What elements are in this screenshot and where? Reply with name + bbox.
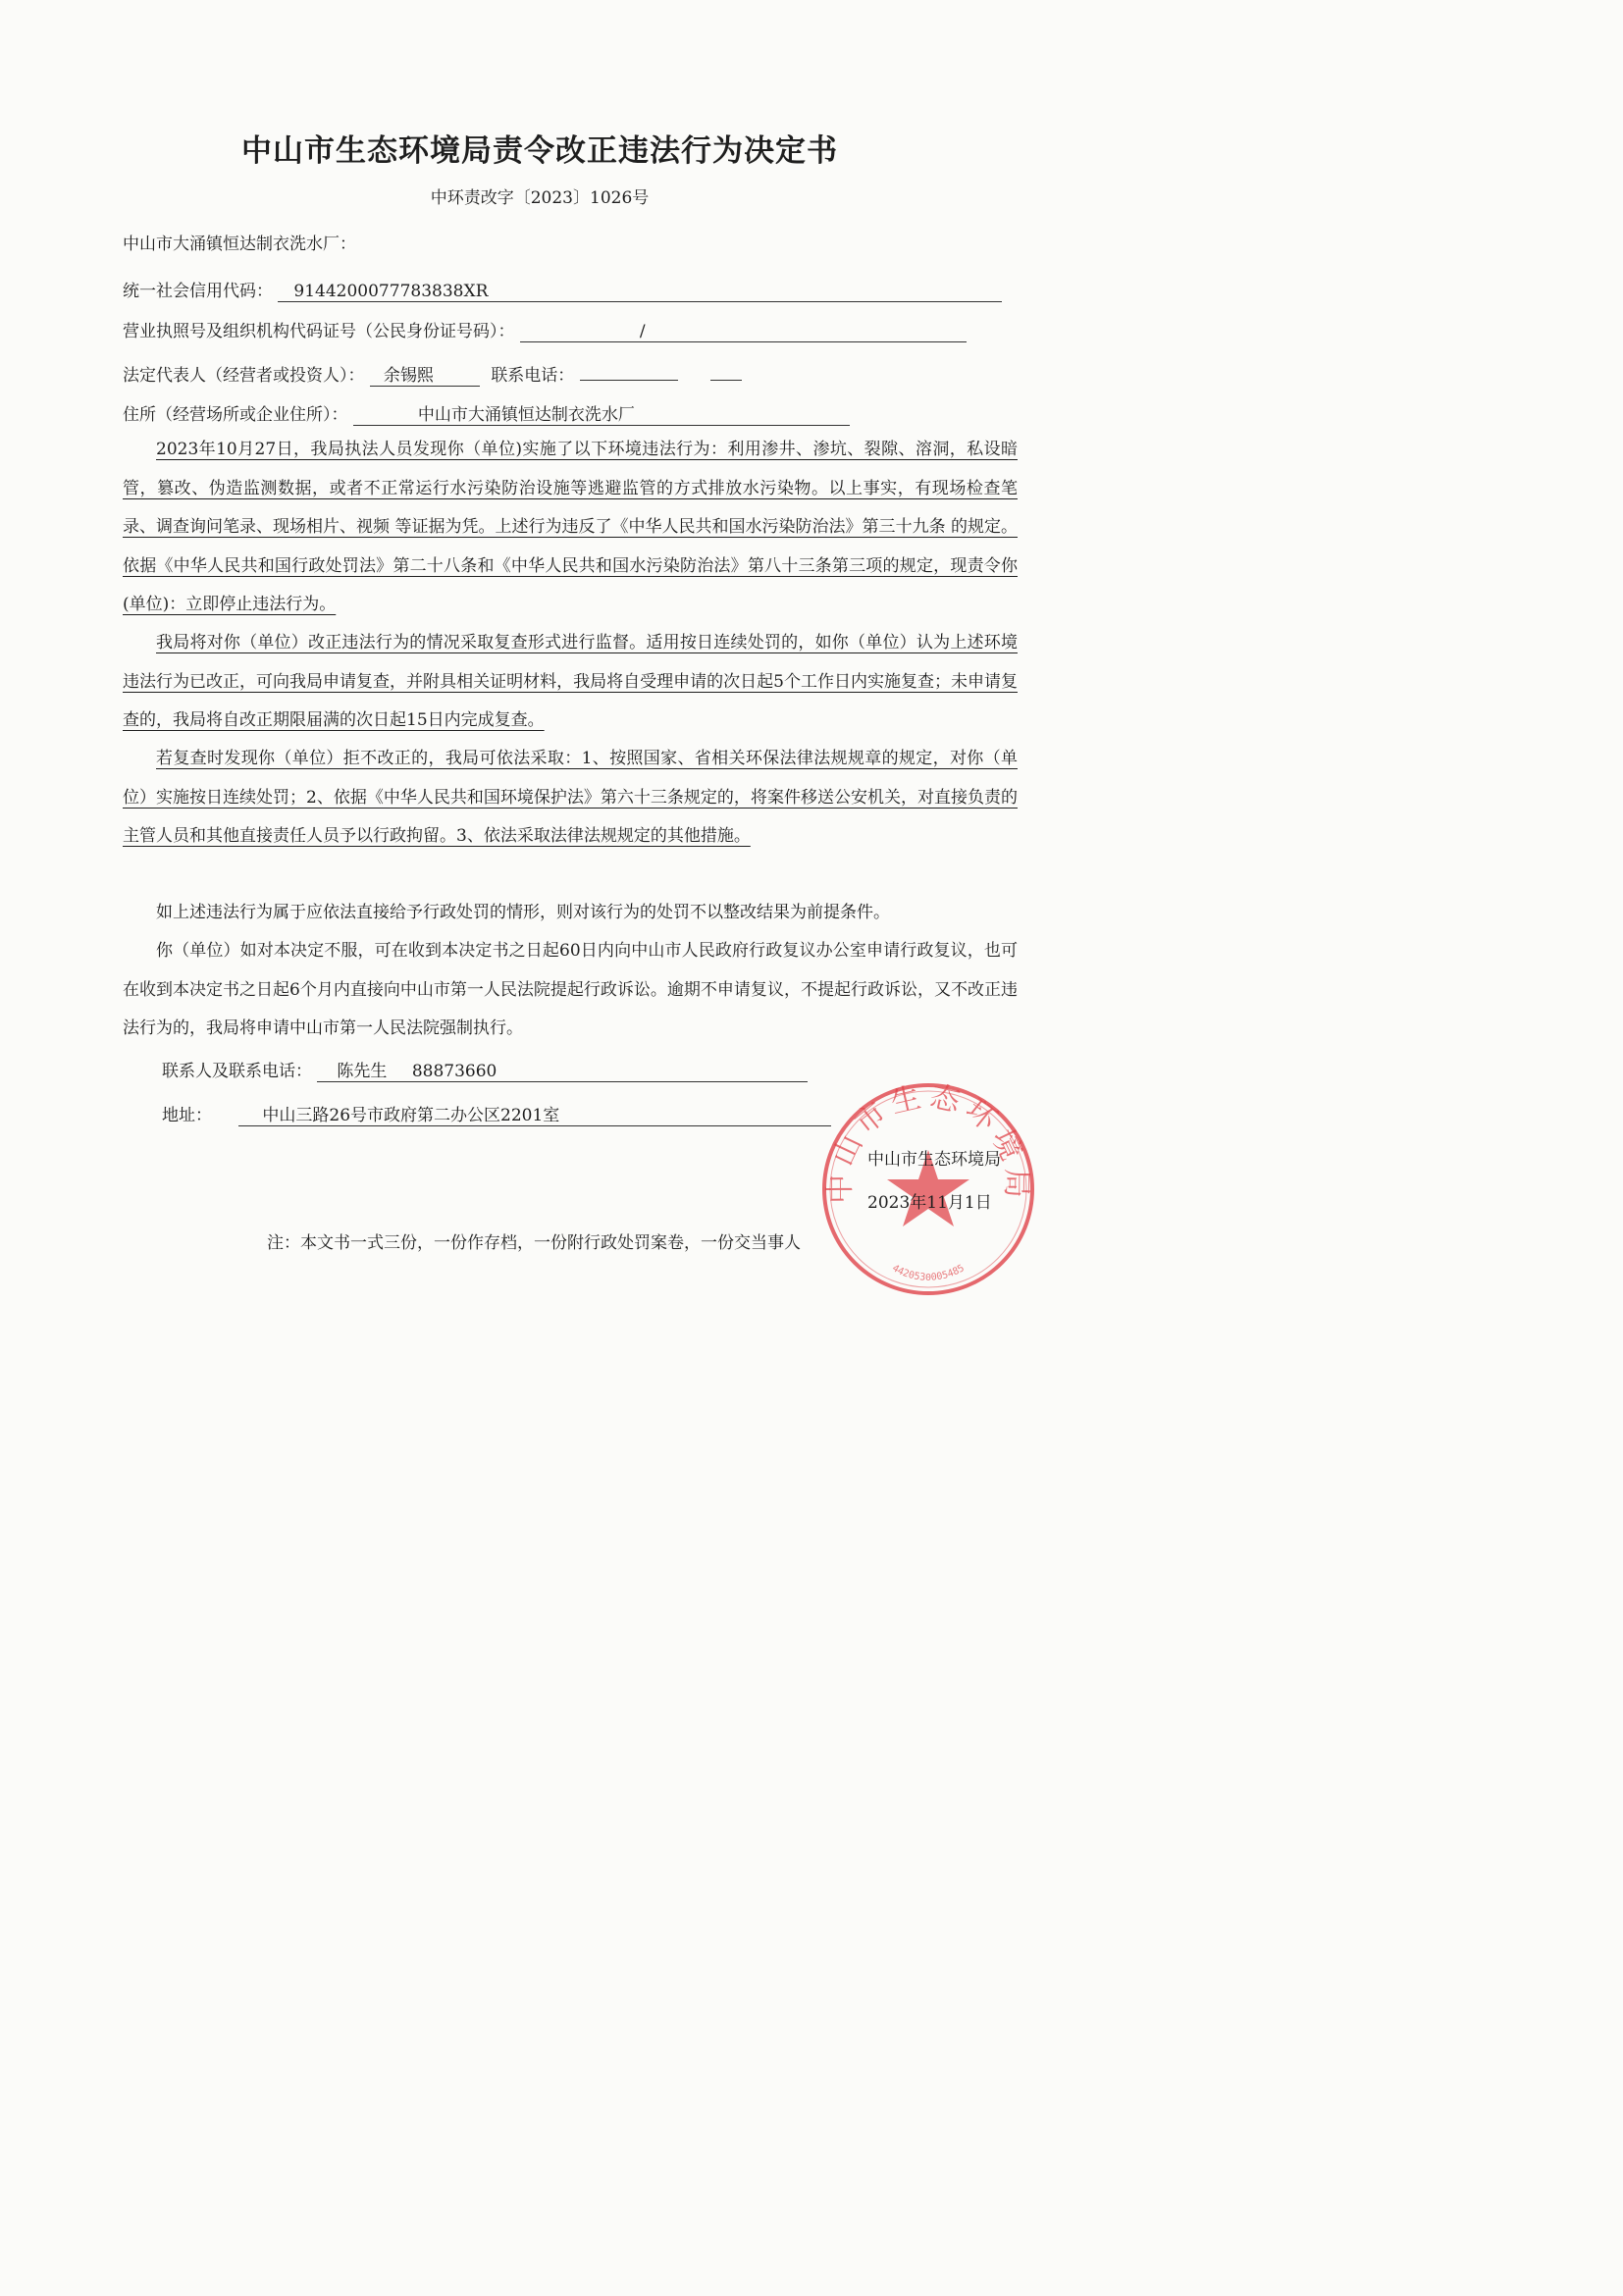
legal-rep-row xyxy=(123,361,742,387)
license-value: / xyxy=(520,322,967,342)
credit-code-label: 统一社会信用代码： xyxy=(123,282,273,301)
credit-code-value: 9144200077783838XR xyxy=(278,282,1002,302)
license-row xyxy=(123,317,967,342)
contact-value xyxy=(317,1057,808,1082)
addressee: 中山市大涌镇恒达制衣洗水厂： xyxy=(123,235,356,254)
office-address-row xyxy=(162,1101,831,1126)
paragraph-review-supervision: 我局将对你（单位）改正违法行为的情况采取复查形式进行监督。适用按日连续处罚的，如你（单位）认为上述环境违法行为已改正，可向我局申请复查，并附具相关证明材料，我局将自受理申请的次日起5个工作日内实施复查；未申请复查的，我局将自改正期限届满的次日起15日内完成复查。 xyxy=(123,633,1018,730)
phone-value xyxy=(580,362,678,381)
document-title: 中山市生态环境局责令改正违法行为决定书 xyxy=(241,133,838,169)
legal-rep-label: 法定代表人（经营者或投资人）： xyxy=(123,366,365,386)
address-value: 中山市大涌镇恒达制衣洗水厂 xyxy=(353,400,850,426)
contact-name: 陈先生 xyxy=(337,1062,388,1081)
phone-value-extra xyxy=(710,362,742,381)
license-label: 营业执照号及组织机构代码证号（公民身份证号码）： xyxy=(123,322,515,341)
office-address-label: 地址： xyxy=(162,1106,212,1125)
paragraph-appeal-rights: 你（单位）如对本决定不服，可在收到本决定书之日起60日内向中山市人民政府行政复议办公室申请行政复议，也可在收到本决定书之日起6个月内直接向中山市第一人民法院提起行政诉讼。逾期不申请复议，不提起行政诉讼，又不改正违法行为的，我局将申请中山市第一人民法院强制执行。 xyxy=(123,941,1018,1038)
legal-rep-value: 余锡熙 xyxy=(370,361,480,387)
paragraph-penalty-note: 如上述违法行为属于应依法直接给予行政处罚的情形，则对该行为的处罚不以整改结果为前提条件。 xyxy=(156,903,890,922)
paragraph-violation-facts: 2023年10月27日，我局执法人员发现你（单位)实施了以下环境违法行为：利用渗井、渗坑、裂隙、溶洞，私设暗管，篡改、伪造监测数据，或者不正常运行水污染防治设施等逃避监管的方式排放水污染物。以上事实，有现场检查笔录、调查询问笔录、现场相片、视频 等证据为凭。上述行为违反了《中华人民共和国水污染防治法》第三十九条 的规定。依据《中华人民共和国行政处罚法》第二十八条和《中华人民共和国水污染防治法》第八十三条第三项的规定，现责令你(单位)：立即停止违法行为。 xyxy=(123,440,1018,614)
svg-text:4420530005485 xyxy=(890,1263,967,1283)
address-row xyxy=(123,400,850,426)
issue-date: 2023年11月1日 xyxy=(867,1193,992,1213)
phone-label: 联系电话： xyxy=(491,366,575,386)
office-address-value: 中山三路26号市政府第二办公区2201室 xyxy=(238,1101,831,1126)
document-page xyxy=(0,0,1079,1527)
seal-number: 4420530005485 xyxy=(890,1263,967,1283)
address-label: 住所（经营场所或企业住所）： xyxy=(123,405,348,425)
seal-text: 中山市生态环境局 xyxy=(822,1078,1034,1204)
contact-row xyxy=(162,1057,808,1082)
document-number: 中环责改字〔2023〕1026号 xyxy=(430,188,650,208)
issuing-authority: 中山市生态环境局 xyxy=(867,1150,1001,1170)
contact-phone: 88873660 xyxy=(411,1062,497,1081)
paragraph-refusal-measures: 若复查时发现你（单位）拒不改正的，我局可依法采取：1、按照国家、省相关环保法律法规规章的规定，对你（单位）实施按日连续处罚；2、依据《中华人民共和国环境保护法》第六十三条规定的，将案件移送公安机关，对直接负责的主管人员和其他直接责任人员予以行政拘留。3、依法采取法律法规规定的其他措施。 xyxy=(123,749,1018,846)
credit-code-row xyxy=(123,277,1002,302)
footnote: 注：本文书一式三份，一份作存档，一份附行政处罚案卷，一份交当事人 xyxy=(267,1233,801,1253)
contact-label: 联系人及联系电话： xyxy=(162,1062,312,1081)
